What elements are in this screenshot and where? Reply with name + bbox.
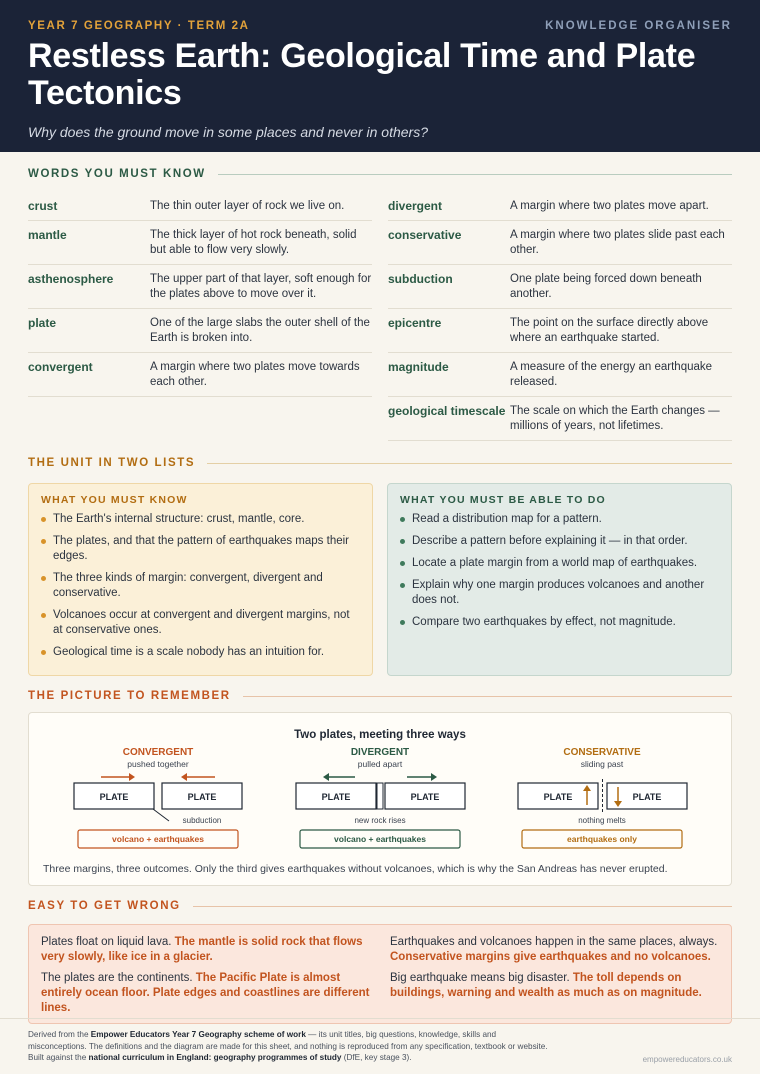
arrowhead xyxy=(431,773,437,781)
misconception-fix: The toll depends on buildings, warning and wealth as much as on magnitude. xyxy=(390,972,702,999)
glossary-row xyxy=(388,221,732,265)
words-section-heading xyxy=(28,168,732,180)
glossary-term: divergent xyxy=(388,199,443,213)
glossary-row xyxy=(28,353,372,397)
rift-gap xyxy=(377,783,383,809)
misconception-item xyxy=(390,935,719,965)
glossary-term: geological timescale xyxy=(388,404,506,418)
must-know-box xyxy=(28,483,373,676)
glossary-row xyxy=(388,265,732,309)
glossary-definition: The thick layer of hot rock beneath, solid but able to flow very slowly. xyxy=(150,229,357,256)
glossary-term: conservative xyxy=(388,228,462,242)
footer-text: (DfE, key stage 3). xyxy=(341,1053,412,1062)
misconception-fix: The mantle is solid rock that flows very slowly, like ice in a glacier. xyxy=(41,936,363,963)
list-item: Describe a pattern before explaining it — in that order. xyxy=(400,534,719,549)
misconception-myth: Big earthquake means big disaster. xyxy=(390,972,570,984)
list-item: Locate a plate margin from a world map of earthquakes. xyxy=(400,556,719,571)
words-heading-label: WORDS YOU MUST KNOW xyxy=(28,168,206,180)
glossary-definition: The scale on which the Earth changes — millions of years, not lifetimes. xyxy=(510,405,720,432)
list-item: Explain why one margin produces volcanoes and another does not. xyxy=(400,578,719,608)
outcome-label: volcano + earthquakes xyxy=(112,834,204,844)
footer-text: — its unit titles, big questions, knowledge, skills and misconceptions. The definitions and the diagram are made for this sheet, and nothing is reproduced from any specification, textbook or website. Built against the xyxy=(28,1030,548,1062)
glossary-term: mantle xyxy=(28,228,67,242)
glossary-definition: The upper part of that layer, soft enough for the plates above to move over it. xyxy=(150,273,372,300)
two-lists xyxy=(28,483,732,676)
misconception-fix: Conservative margins give earthquakes and no volcanoes. xyxy=(390,951,711,963)
glossary-term: asthenosphere xyxy=(28,272,114,286)
outcome-label: volcano + earthquakes xyxy=(334,834,426,844)
picture-section-heading xyxy=(28,690,732,702)
arrowhead xyxy=(181,773,187,781)
section-rule xyxy=(243,696,732,697)
website-link[interactable]: empowereducators.co.uk xyxy=(642,1055,732,1064)
document-type-tag: KNOWLEDGE ORGANISER xyxy=(545,20,732,32)
conservative-panel xyxy=(518,747,687,848)
glossary-term: subduction xyxy=(388,272,453,286)
margin-motion: sliding past xyxy=(580,759,624,769)
arrowhead xyxy=(323,773,329,781)
glossary-term: plate xyxy=(28,316,57,330)
list-item: Volcanoes occur at convergent and divergent margins, not at conservative ones. xyxy=(41,608,360,638)
list-item: Read a distribution map for a pattern. xyxy=(400,512,719,527)
glossary-definition: A margin where two plates move apart. xyxy=(510,200,709,212)
list-item: The Earth's internal structure: crust, mantle, core. xyxy=(41,512,360,527)
plate-label: PLATE xyxy=(410,792,440,802)
glossary-term: convergent xyxy=(28,360,93,374)
arrowhead xyxy=(129,773,135,781)
misconceptions-box xyxy=(28,924,732,1024)
glossary-term: magnitude xyxy=(388,360,449,374)
plate-label: PLATE xyxy=(187,792,217,802)
glossary-row xyxy=(388,353,732,397)
misconception-myth: The plates are the continents. xyxy=(41,972,193,984)
misconception-myth: Earthquakes and volcanoes happen in the same places, always. xyxy=(390,936,718,948)
glossary-row xyxy=(28,221,372,265)
margin-name: DIVERGENT xyxy=(350,747,410,758)
header-banner xyxy=(0,0,760,152)
glossary-left-column xyxy=(28,192,372,441)
divergent-panel xyxy=(296,747,465,848)
glossary-row xyxy=(388,397,732,441)
glossary-definition: The point on the surface directly above where an earthquake started. xyxy=(510,317,709,344)
plate-label: PLATE xyxy=(632,792,662,802)
plate-margins-diagram xyxy=(28,712,732,886)
convergent-panel xyxy=(74,747,242,848)
footer xyxy=(0,1018,760,1074)
section-rule xyxy=(218,174,732,175)
must-know-title: WHAT YOU MUST KNOW xyxy=(41,494,188,506)
misconceptions-right xyxy=(390,935,719,1013)
diagram-title: Two plates, meeting three ways xyxy=(294,729,466,741)
course-eyebrow: YEAR 7 GEOGRAPHY · TERM 2A xyxy=(28,20,250,32)
margin-motion: pushed together xyxy=(127,759,189,769)
misconception-item xyxy=(41,935,370,965)
curriculum-name: national curriculum in England: geography programmes of study xyxy=(88,1053,342,1062)
misconception-item xyxy=(41,971,370,1016)
list-item: The plates, and that the pattern of earthquakes maps their edges. xyxy=(41,534,360,564)
glossary-row xyxy=(388,309,732,353)
glossary-definition: A margin where two plates move towards each other. xyxy=(150,361,360,388)
misconception-item xyxy=(390,971,719,1001)
diagram-caption: Three margins, three outcomes. Only the third gives earthquakes without volcanoes, which is why the San Andreas has never erupted. xyxy=(43,863,668,875)
margin-note: new rock rises xyxy=(354,816,406,825)
margin-motion: pulled apart xyxy=(357,759,403,769)
list-item: Compare two earthquakes by effect, not magnitude. xyxy=(400,615,719,630)
wrong-section-heading xyxy=(28,900,732,912)
misconception-myth: Plates float on liquid lava. xyxy=(41,936,172,948)
wrong-heading-label: EASY TO GET WRONG xyxy=(28,900,181,912)
margin-note: nothing melts xyxy=(578,816,626,825)
glossary-row xyxy=(28,265,372,309)
plate-label: PLATE xyxy=(321,792,351,802)
must-do-box xyxy=(387,483,732,676)
glossary-row xyxy=(28,309,372,353)
glossary-right-column xyxy=(388,192,732,441)
margin-name: CONSERVATIVE xyxy=(563,747,641,758)
glossary-definition: One plate being forced down beneath another. xyxy=(510,273,702,300)
glossary xyxy=(28,192,732,441)
list-item: The three kinds of margin: convergent, divergent and conservative. xyxy=(41,571,360,601)
source-note xyxy=(28,1029,548,1064)
must-do-title: WHAT YOU MUST BE ABLE TO DO xyxy=(400,494,606,506)
footer-text: Derived from the xyxy=(28,1030,91,1039)
big-question: Why does the ground move in some places and never in others? xyxy=(28,124,429,140)
outcome-label: earthquakes only xyxy=(567,834,637,844)
glossary-term: crust xyxy=(28,199,58,213)
margin-note: subduction xyxy=(182,816,222,825)
lists-heading-label: THE UNIT IN TWO LISTS xyxy=(28,457,196,469)
diagram-svg xyxy=(29,713,731,887)
glossary-row xyxy=(388,192,732,221)
glossary-term: epicentre xyxy=(388,316,442,330)
picture-heading-label: THE PICTURE TO REMEMBER xyxy=(28,690,231,702)
glossary-definition: One of the large slabs the outer shell of the Earth is broken into. xyxy=(150,317,370,344)
list-item: Geological time is a scale nobody has an intuition for. xyxy=(41,645,360,660)
section-rule xyxy=(193,906,732,907)
misconception-fix: The Pacific Plate is almost entirely ocean floor. Plate edges and coastlines are different lines. xyxy=(41,972,370,1014)
lists-section-heading xyxy=(28,457,732,469)
scheme-of-work-name: Empower Educators Year 7 Geography scheme of work xyxy=(90,1030,306,1039)
misconceptions-left xyxy=(41,935,370,1013)
section-rule xyxy=(207,463,732,464)
glossary-row xyxy=(28,192,372,221)
page-title: Restless Earth: Geological Time and Plate Tectonics xyxy=(28,37,696,112)
glossary-definition: The thin outer layer of rock we live on. xyxy=(150,200,345,212)
plate-label: PLATE xyxy=(99,792,129,802)
subduction-line xyxy=(153,809,169,821)
glossary-definition: A margin where two plates slide past each other. xyxy=(510,229,725,256)
plate-label: PLATE xyxy=(543,792,573,802)
glossary-definition: A measure of the energy an earthquake released. xyxy=(510,361,713,388)
margin-name: CONVERGENT xyxy=(122,747,194,758)
